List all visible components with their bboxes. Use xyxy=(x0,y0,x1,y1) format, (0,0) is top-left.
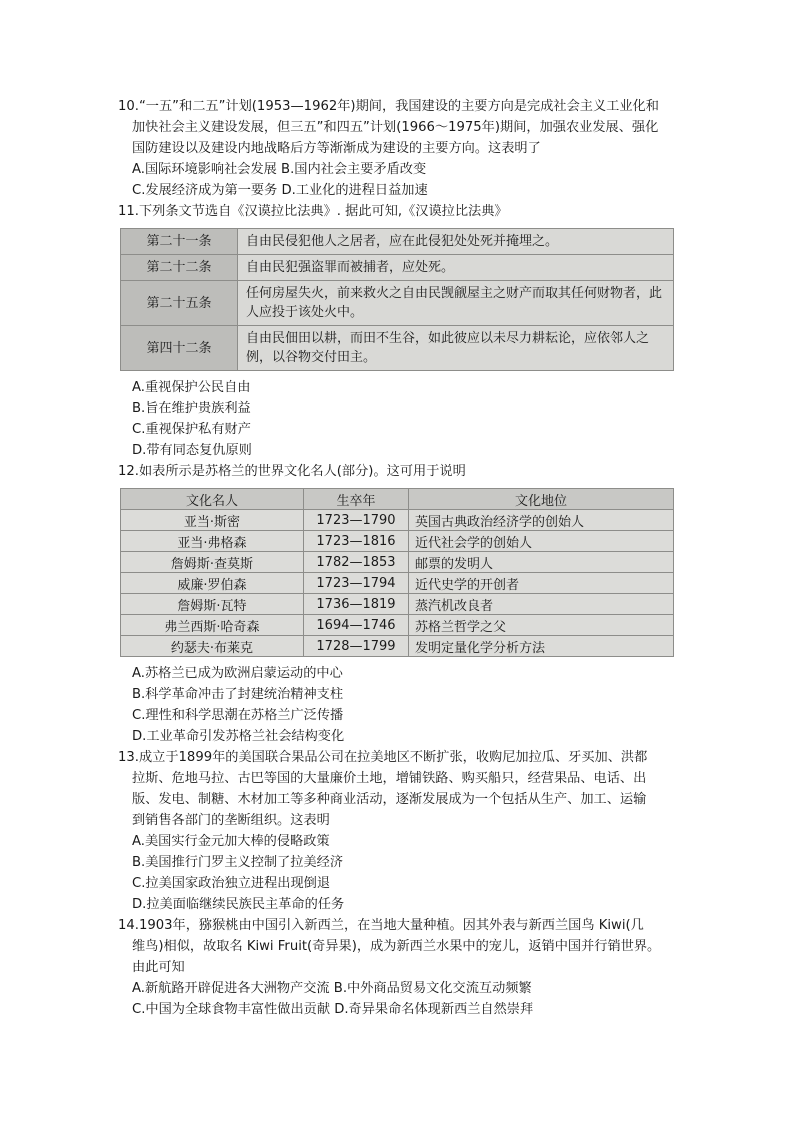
question-12 xyxy=(118,461,690,747)
q12-option-a: A.苏格兰已成为欧洲启蒙运动的中心 xyxy=(132,666,343,681)
q10-options-cd: C.发展经济成为第一要务 D.工业化的进程日益加速 xyxy=(132,183,428,198)
question-11 xyxy=(118,201,690,461)
table-row xyxy=(121,636,674,657)
figure-years: 1723—1790 xyxy=(304,510,409,531)
question-10 xyxy=(118,96,690,201)
q13-stem-line: 13.成立于1899年的美国联合果品公司在拉美地区不断扩张，收购尼加拉瓜、牙买加、洪都 xyxy=(118,750,648,765)
figure-years: 1723—1794 xyxy=(304,573,409,594)
column-header: 生卒年 xyxy=(304,489,409,510)
table-row xyxy=(121,594,674,615)
figure-name: 威廉·罗伯森 xyxy=(121,573,304,594)
figure-name: 亚当·弗格森 xyxy=(121,531,304,552)
q10-options-ab: A.国际环境影响社会发展 B.国内社会主要矛盾改变 xyxy=(132,162,427,177)
q10-stem-line: 国防建设以及建设内地战略后方等渐渐成为建设的主要方向。这表明了 xyxy=(132,141,541,156)
figure-status: 苏格兰哲学之父 xyxy=(409,615,674,636)
article-number: 第二十二条 xyxy=(121,255,238,281)
figure-years: 1782—1853 xyxy=(304,552,409,573)
figure-years: 1723—1816 xyxy=(304,531,409,552)
q14-stem-line: 维鸟)相似，故取名 Kiwi Fruit(奇异果)，成为新西兰水果中的宠儿，返销中国并行销世界。 xyxy=(132,939,661,954)
q13-stem-line: 版、发电、制糖、木材加工等多种商业活动，逐渐发展成为一个包括从生产、加工、运输 xyxy=(132,792,647,807)
figure-status: 近代社会学的创始人 xyxy=(409,531,674,552)
q13-option-d: D.拉美面临继续民族民主革命的任务 xyxy=(132,897,345,912)
q14-stem-line: 14.1903年，猕猴桃由中国引入新西兰，在当地大量种植。因其外表与新西兰国鸟 Kiwi(几 xyxy=(118,918,644,933)
q14-options-cd: C.中国为全球食物丰富性做出贡献 D.奇异果命名体现新西兰自然崇拜 xyxy=(132,1002,534,1017)
figure-status: 发明定量化学分析方法 xyxy=(409,636,674,657)
article-text: 自由民侵犯他人之居者，应在此侵犯处处死并掩埋之。 xyxy=(238,229,674,255)
q13-option-c: C.拉美国家政治独立进程出现倒退 xyxy=(132,876,331,891)
scottish-figures-table xyxy=(120,488,674,657)
table-row xyxy=(121,531,674,552)
figure-status: 英国古典政治经济学的创始人 xyxy=(409,510,674,531)
q11-stem: 11.下列条文节选自《汉谟拉比法典》. 据此可知,《汉谟拉比法典》 xyxy=(118,204,508,219)
figure-status: 邮票的发明人 xyxy=(409,552,674,573)
column-header: 文化地位 xyxy=(409,489,674,510)
q14-options-ab: A.新航路开辟促进各大洲物产交流 B.中外商品贸易文化交流互动频繁 xyxy=(132,981,532,996)
table-row xyxy=(121,573,674,594)
figure-name: 亚当·斯密 xyxy=(121,510,304,531)
q13-stem-line: 拉斯、危地马拉、古巴等国的大量廉价土地，增铺铁路、购买船只，经营果品、电话、出 xyxy=(132,771,647,786)
article-number: 第二十一条 xyxy=(121,229,238,255)
table-row xyxy=(121,326,674,371)
exam-page xyxy=(118,96,690,1020)
table-row xyxy=(121,552,674,573)
q14-stem-line: 由此可知 xyxy=(132,960,185,975)
figure-name: 弗兰西斯·哈奇森 xyxy=(121,615,304,636)
article-text: 自由民犯强盗罪而被捕者，应处死。 xyxy=(238,255,674,281)
q13-option-a: A.美国实行金元加大棒的侵略政策 xyxy=(132,834,330,849)
q11-option-a: A.重视保护公民自由 xyxy=(132,380,251,395)
q10-stem-line: 加快社会主义建设发展，但三五”和四五”计划(1966～1975年)期间，加强农业发展、强化 xyxy=(132,120,659,135)
q11-option-d: D.带有同态复仇原则 xyxy=(132,443,252,458)
q12-stem: 12.如表所示是苏格兰的世界文化名人(部分)。这可用于说明 xyxy=(118,464,466,479)
figure-status: 蒸汽机改良者 xyxy=(409,594,674,615)
question-13 xyxy=(118,747,690,915)
figure-name: 詹姆斯·瓦特 xyxy=(121,594,304,615)
q11-option-c: C.重视保护私有财产 xyxy=(132,422,251,437)
table-row xyxy=(121,229,674,255)
table-row xyxy=(121,615,674,636)
article-number: 第四十二条 xyxy=(121,326,238,371)
q12-option-d: D.工业革命引发苏格兰社会结构变化 xyxy=(132,729,345,744)
figure-name: 詹姆斯·查莫斯 xyxy=(121,552,304,573)
q13-stem-line: 到销售各部门的垄断组织。这表明 xyxy=(132,813,330,828)
figure-years: 1736—1819 xyxy=(304,594,409,615)
figure-status: 近代史学的开创者 xyxy=(409,573,674,594)
figure-years: 1728—1799 xyxy=(304,636,409,657)
table-header-row xyxy=(121,489,674,510)
law-code-table xyxy=(120,228,674,371)
question-14 xyxy=(118,915,690,1020)
article-number: 第二十五条 xyxy=(121,281,238,326)
q10-stem-line: 10.“一五”和二五”计划(1953—1962年)期间，我国建设的主要方向是完成社会主义工业化和 xyxy=(118,99,659,114)
q13-option-b: B.美国推行门罗主义控制了拉美经济 xyxy=(132,855,344,870)
q12-option-b: B.科学革命冲击了封建统治精神支柱 xyxy=(132,687,344,702)
q11-option-b: B.旨在维护贵族利益 xyxy=(132,401,251,416)
article-text: 自由民佃田以耕，而田不生谷，如此彼应以未尽力耕耘论，应依邻人之例，以谷物交付田主。 xyxy=(238,326,674,371)
table-row xyxy=(121,281,674,326)
figure-years: 1694—1746 xyxy=(304,615,409,636)
q12-option-c: C.理性和科学思潮在苏格兰广泛传播 xyxy=(132,708,344,723)
figure-name: 约瑟夫·布莱克 xyxy=(121,636,304,657)
table-row xyxy=(121,510,674,531)
column-header: 文化名人 xyxy=(121,489,304,510)
table-row xyxy=(121,255,674,281)
article-text: 任何房屋失火，前来救火之自由民觊觎屋主之财产而取其任何财物者，此人应投于该处火中。 xyxy=(238,281,674,326)
